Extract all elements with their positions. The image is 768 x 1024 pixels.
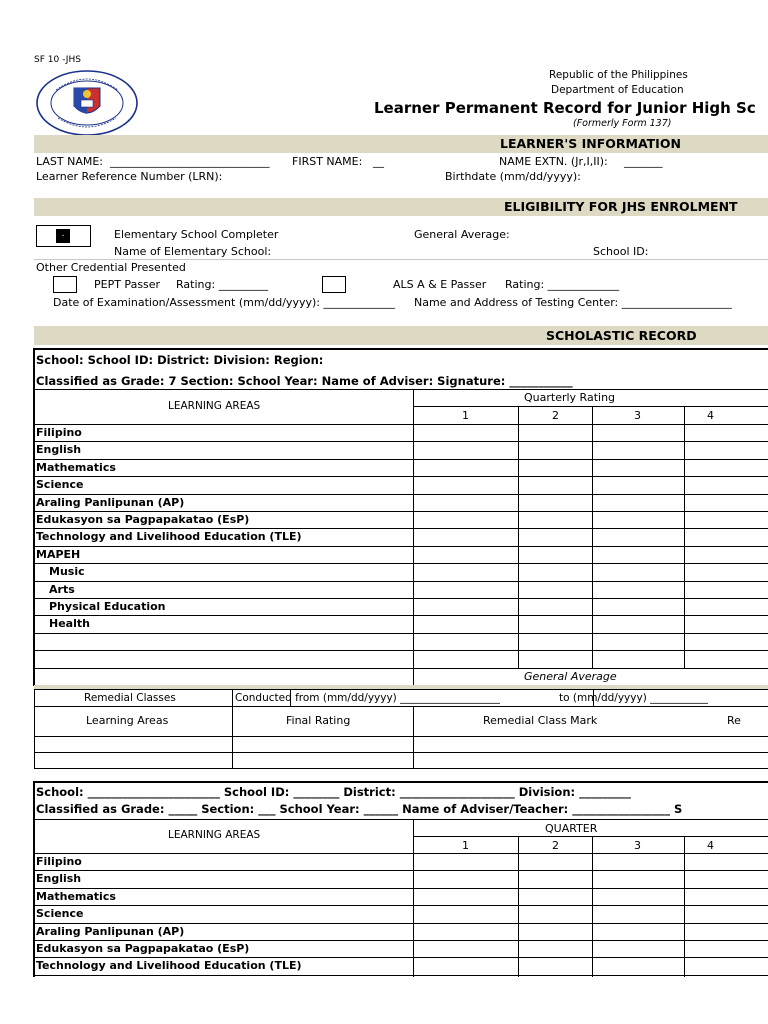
grid-line [518, 836, 519, 977]
grid-line [34, 424, 768, 425]
record2-school-line: School: _______________________ School ID: ________ District: ____________________ Division: _________ [36, 785, 631, 799]
remedial-recomputed-header: Re [727, 714, 741, 727]
quarter-4-header: 4 [707, 409, 714, 422]
quarter-2-header: 2 [552, 839, 559, 852]
grid-line [34, 689, 35, 768]
conducted-from-field[interactable]: Conducted from (mm/dd/yyyy) ___________________ [235, 692, 500, 704]
table-row-divider [34, 870, 768, 871]
learner-info-title: LEARNER'S INFORMATION [500, 136, 681, 151]
name-extn-label: NAME EXTN. (Jr,I,II): [499, 155, 608, 168]
table-row-divider [34, 459, 768, 460]
last-name-label: LAST NAME: [36, 155, 104, 168]
grid-line [232, 689, 233, 768]
table-row-subject: Filipino [36, 426, 82, 439]
grid-line [34, 853, 768, 854]
elementary-completer-checkbox[interactable] [36, 225, 91, 247]
name-extn-field[interactable]: _______ [624, 155, 663, 168]
quarter-1-header: 1 [462, 409, 469, 422]
table-row-subject: Edukasyon sa Pagpapakatao (EsP) [36, 942, 250, 955]
record2-left-border [33, 781, 35, 977]
remedial-class-mark-header: Remedial Class Mark [483, 714, 598, 727]
grid-line [34, 736, 768, 737]
table-row-divider [34, 975, 768, 976]
table-row-divider [34, 598, 768, 599]
scholastic-title: SCHOLASTIC RECORD [546, 328, 697, 343]
remedial-learning-areas-header: Learning Areas [86, 714, 169, 727]
form-code: SF 10 -JHS [34, 55, 81, 65]
grid-line [34, 706, 768, 707]
learning-areas-header: LEARNING AREAS [168, 829, 261, 841]
als-rating-field[interactable]: Rating: _____________ [505, 278, 620, 291]
elementary-completer-label: Elementary School Completer [114, 228, 279, 241]
divider [34, 259, 768, 260]
record2-grade-line: Classified as Grade: _____ Section: ___ School Year: ______ Name of Adviser/Teacher: _________________ S [36, 802, 683, 816]
quarter-1-header: 1 [462, 839, 469, 852]
testing-center-field[interactable]: Name and Address of Testing Center: ____________________ [414, 296, 732, 309]
table-row-divider [34, 563, 768, 564]
table-row-divider [34, 650, 768, 651]
table-row-divider [34, 528, 768, 529]
table-row-subject: English [36, 443, 82, 457]
quarter-3-header: 3 [634, 409, 641, 422]
table-row-subject: Technology and Livelihood Education (TLE) [36, 959, 302, 973]
als-checkbox[interactable] [322, 276, 346, 293]
table-row-divider [34, 511, 768, 512]
checkbox-mark: . [56, 229, 70, 243]
other-credential-label: Other Credential Presented [36, 261, 186, 274]
school-id-label: School ID: [593, 245, 649, 258]
table-row-subject: Edukasyon sa Pagpapakatao (EsP) [36, 513, 250, 526]
republic-label: Republic of the Philippines [549, 69, 688, 81]
quarterly-rating-header: Quarterly Rating [524, 391, 616, 404]
table-row-subject: Physical Education [49, 600, 166, 613]
pept-label: PEPT Passer [94, 278, 161, 291]
table-row-divider [34, 581, 768, 582]
table-row-divider [34, 888, 768, 889]
quarter-header: QUARTER [545, 822, 598, 835]
grid-line [413, 406, 768, 407]
first-name-field[interactable]: __ [373, 155, 384, 168]
lrn-label: Learner Reference Number (LRN): [36, 170, 223, 183]
table-row-subject: Araling Panlipunan (AP) [36, 495, 185, 509]
table-row-divider [34, 546, 768, 547]
record1-top-border [34, 348, 768, 350]
grid-line [413, 819, 414, 977]
table-row-divider [34, 633, 768, 634]
conducted-to-field[interactable]: to (mm/dd/yyyy) ___________ [559, 692, 708, 704]
grid-line [413, 389, 414, 686]
page-subtitle: (Formerly Form 137) [573, 118, 672, 129]
remedial-final-rating-header: Final Rating [286, 714, 351, 727]
table-row-divider [34, 615, 768, 616]
last-name-field[interactable]: _____________________________ [110, 155, 270, 168]
grid-line [34, 752, 768, 753]
record1-school-line: School: School ID: District: Division: Region: [36, 353, 324, 367]
table-row-subject: MAPEH [36, 547, 81, 561]
record1-left-border [33, 348, 35, 686]
table-row-divider [34, 940, 768, 941]
eligibility-band [34, 198, 768, 216]
grid-line [684, 406, 685, 668]
table-row-divider [34, 957, 768, 958]
table-row-subject: Araling Panlipunan (AP) [36, 924, 185, 938]
grid-line [34, 689, 768, 690]
table-row-divider [34, 923, 768, 924]
table-row-divider [34, 905, 768, 906]
general-average-label: General Average: [414, 228, 510, 241]
table-row-subject: Science [36, 907, 84, 921]
quarter-4-header: 4 [707, 839, 714, 852]
deped-seal-icon [36, 70, 138, 136]
grid-line [518, 406, 519, 668]
grid-line [34, 389, 768, 390]
grid-line [34, 668, 768, 669]
table-row-subject: Filipino [36, 855, 82, 868]
table-row-subject: Science [36, 478, 84, 492]
grid-line [592, 406, 593, 668]
table-row-subject: Health [49, 617, 90, 631]
quarter-2-header: 2 [552, 409, 559, 422]
remedial-classes-label: Remedial Classes [84, 692, 176, 704]
eligibility-title: ELIGIBILITY FOR JHS ENROLMENT [504, 199, 738, 214]
page-title: Learner Permanent Record for Junior High Sc [374, 99, 756, 117]
record2-top-border [34, 781, 768, 783]
table-row-divider [34, 441, 768, 442]
grid-line [34, 768, 768, 769]
quarter-3-header: 3 [634, 839, 641, 852]
record1-grade-line: Classified as Grade: 7 Section: School Year: Name of Adviser: Signature: ___________ [36, 374, 573, 388]
birthdate-label: Birthdate (mm/dd/yyyy): [445, 170, 581, 183]
grid-line [413, 706, 414, 768]
grid-line [34, 819, 768, 820]
pept-checkbox[interactable] [53, 276, 77, 293]
als-label: ALS A & E Passer [393, 278, 487, 291]
first-name-label: FIRST NAME: [292, 155, 363, 168]
exam-date-field[interactable]: Date of Examination/Assessment (mm/dd/yyyy): _____________ [53, 296, 395, 309]
table-row-subject: Mathematics [36, 889, 116, 903]
pept-rating-field[interactable]: Rating: _________ [176, 278, 269, 291]
grid-line [413, 836, 768, 837]
elementary-school-name-label: Name of Elementary School: [114, 245, 272, 258]
learner-info-band [34, 135, 768, 153]
table-row-subject: Music [49, 565, 85, 579]
grid-line [592, 836, 593, 977]
general-average-label: General Average [524, 670, 617, 683]
grid-line [684, 836, 685, 977]
table-row-subject: English [36, 872, 82, 886]
department-label: Department of Education [551, 84, 684, 96]
learning-areas-header: LEARNING AREAS [168, 400, 261, 412]
table-row-divider [34, 494, 768, 495]
scholastic-band [34, 326, 768, 345]
table-row-subject: Arts [49, 582, 75, 596]
table-row-subject: Technology and Livelihood Education (TLE) [36, 530, 302, 544]
table-row-subject: Mathematics [36, 460, 116, 474]
table-row-divider [34, 476, 768, 477]
